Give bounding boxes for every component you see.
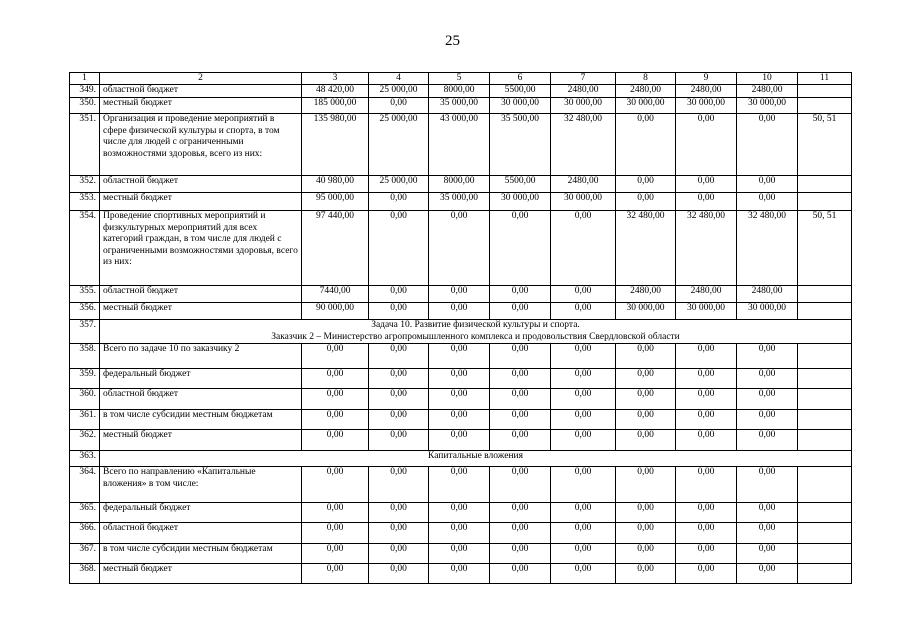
amount-cell: 35 000,00: [429, 98, 490, 114]
table-row: [70, 503, 852, 523]
column-number: 6: [490, 73, 551, 85]
amount-cell: 0,00: [429, 303, 490, 320]
table-row: [70, 389, 852, 410]
target-ref-cell: [798, 544, 852, 564]
amount-cell: 0,00: [737, 430, 798, 451]
amount-cell: 0,00: [676, 176, 737, 193]
amount-cell: 0,00: [551, 564, 616, 584]
section-heading: [100, 320, 852, 344]
amount-cell: 0,00: [616, 467, 676, 503]
row-number: 354.: [70, 211, 100, 286]
amount-cell: 0,00: [490, 410, 551, 430]
amount-cell: 25 000,00: [369, 114, 429, 176]
amount-cell: 0,00: [302, 430, 369, 451]
target-ref-cell: [798, 503, 852, 523]
row-number: 353.: [70, 193, 100, 211]
amount-cell: 0,00: [429, 369, 490, 389]
item-name: федеральный бюджет: [100, 503, 302, 523]
amount-cell: 43 000,00: [429, 114, 490, 176]
item-name: областной бюджет: [100, 389, 302, 410]
target-ref-cell: [798, 369, 852, 389]
amount-cell: 0,00: [369, 286, 429, 303]
row-number: 365.: [70, 503, 100, 523]
amount-cell: 0,00: [737, 389, 798, 410]
amount-cell: 0,00: [737, 544, 798, 564]
amount-cell: 0,00: [369, 467, 429, 503]
target-ref-cell: [798, 410, 852, 430]
item-name: Организация и проведение мероприятий в сфере физической культуры и спорта, в том числе для людей с ограниченными возможностями здоровья, всего из них:: [100, 114, 302, 176]
item-name: местный бюджет: [100, 564, 302, 584]
target-ref-cell: [798, 303, 852, 320]
amount-cell: 35 500,00: [490, 114, 551, 176]
amount-cell: 135 980,00: [302, 114, 369, 176]
amount-cell: 30 000,00: [490, 98, 551, 114]
amount-cell: 8000,00: [429, 85, 490, 98]
row-number: 363.: [70, 451, 100, 467]
column-number: 3: [302, 73, 369, 85]
amount-cell: 185 000,00: [302, 98, 369, 114]
amount-cell: 0,00: [429, 523, 490, 544]
target-ref-cell: [798, 85, 852, 98]
amount-cell: 30 000,00: [616, 98, 676, 114]
amount-cell: 40 980,00: [302, 176, 369, 193]
amount-cell: 0,00: [369, 303, 429, 320]
item-name: местный бюджет: [100, 98, 302, 114]
column-number: 11: [798, 73, 852, 85]
amount-cell: 0,00: [737, 369, 798, 389]
table-row: [70, 523, 852, 544]
amount-cell: 35 000,00: [429, 193, 490, 211]
row-number: 349.: [70, 85, 100, 98]
target-ref-cell: [798, 193, 852, 211]
section-heading-line: Заказчик 2 – Министерство агропромышленного комплекса и продовольствия Свердловской области: [271, 331, 680, 342]
target-ref-cell: [798, 176, 852, 193]
item-name: местный бюджет: [100, 303, 302, 320]
row-number: 351.: [70, 114, 100, 176]
amount-cell: 0,00: [616, 523, 676, 544]
row-number: 356.: [70, 303, 100, 320]
row-number: 358.: [70, 344, 100, 369]
table-row: [70, 430, 852, 451]
row-number: 368.: [70, 564, 100, 584]
amount-cell: 0,00: [551, 467, 616, 503]
amount-cell: 2480,00: [676, 85, 737, 98]
amount-cell: 0,00: [490, 303, 551, 320]
amount-cell: 0,00: [551, 430, 616, 451]
row-number: 360.: [70, 389, 100, 410]
amount-cell: 0,00: [676, 389, 737, 410]
target-ref-cell: [798, 98, 852, 114]
amount-cell: 0,00: [490, 467, 551, 503]
table-row: [70, 451, 852, 467]
row-number: 357.: [70, 320, 100, 344]
table-row: [70, 344, 852, 369]
section-heading-line: Капитальные вложения: [428, 451, 523, 461]
amount-cell: 0,00: [429, 344, 490, 369]
amount-cell: 0,00: [551, 523, 616, 544]
table-row: [70, 564, 852, 584]
amount-cell: 0,00: [551, 369, 616, 389]
table-row: [70, 85, 852, 98]
amount-cell: 0,00: [490, 211, 551, 286]
amount-cell: 0,00: [737, 344, 798, 369]
amount-cell: 0,00: [302, 344, 369, 369]
amount-cell: 95 000,00: [302, 193, 369, 211]
amount-cell: 0,00: [490, 523, 551, 544]
amount-cell: 0,00: [737, 176, 798, 193]
amount-cell: 0,00: [369, 98, 429, 114]
item-name: федеральный бюджет: [100, 369, 302, 389]
amount-cell: 0,00: [616, 389, 676, 410]
amount-cell: 32 480,00: [551, 114, 616, 176]
amount-cell: 0,00: [429, 544, 490, 564]
target-ref-cell: [798, 286, 852, 303]
amount-cell: 0,00: [737, 564, 798, 584]
amount-cell: 0,00: [490, 389, 551, 410]
amount-cell: 5500,00: [490, 176, 551, 193]
amount-cell: 0,00: [737, 193, 798, 211]
table-row: [70, 320, 852, 344]
amount-cell: 0,00: [676, 564, 737, 584]
amount-cell: 0,00: [490, 430, 551, 451]
amount-cell: 0,00: [676, 369, 737, 389]
amount-cell: 0,00: [490, 344, 551, 369]
amount-cell: 0,00: [676, 114, 737, 176]
item-name: областной бюджет: [100, 85, 302, 98]
budget-table: [69, 72, 852, 584]
amount-cell: 5500,00: [490, 85, 551, 98]
item-name: Проведение спортивных мероприятий и физкультурных мероприятий для всех категорий граждан, в том числе для людей с ограниченными возможностями здоровья, всего из них:: [100, 211, 302, 286]
amount-cell: 0,00: [369, 503, 429, 523]
section-heading: [100, 451, 852, 467]
amount-cell: 0,00: [302, 467, 369, 503]
column-number: 7: [551, 73, 616, 85]
target-ref-cell: [798, 564, 852, 584]
section-heading-line: Задача 10. Развитие физической культуры и спорта.: [371, 320, 580, 330]
amount-cell: 0,00: [369, 523, 429, 544]
amount-cell: 0,00: [369, 564, 429, 584]
amount-cell: 0,00: [616, 544, 676, 564]
amount-cell: 0,00: [676, 430, 737, 451]
amount-cell: 0,00: [676, 410, 737, 430]
amount-cell: 0,00: [551, 286, 616, 303]
amount-cell: 0,00: [490, 564, 551, 584]
amount-cell: 0,00: [490, 544, 551, 564]
table-row: [70, 544, 852, 564]
amount-cell: 0,00: [551, 410, 616, 430]
amount-cell: 0,00: [616, 410, 676, 430]
amount-cell: 0,00: [369, 211, 429, 286]
amount-cell: 0,00: [369, 544, 429, 564]
amount-cell: 97 440,00: [302, 211, 369, 286]
item-name: в том числе субсидии местным бюджетам: [100, 410, 302, 430]
amount-cell: 2480,00: [551, 85, 616, 98]
amount-cell: 32 480,00: [737, 211, 798, 286]
column-number: 9: [676, 73, 737, 85]
row-number: 362.: [70, 430, 100, 451]
row-number: 350.: [70, 98, 100, 114]
amount-cell: 30 000,00: [551, 193, 616, 211]
amount-cell: 0,00: [551, 503, 616, 523]
target-ref-cell: [798, 523, 852, 544]
amount-cell: 2480,00: [737, 286, 798, 303]
table-row: [70, 467, 852, 503]
amount-cell: 0,00: [616, 503, 676, 523]
table-row: [70, 114, 852, 176]
table-row: [70, 286, 852, 303]
item-name: Всего по направлению «Капитальные вложения» в том числе:: [100, 467, 302, 503]
amount-cell: 30 000,00: [551, 98, 616, 114]
amount-cell: 0,00: [616, 176, 676, 193]
amount-cell: 0,00: [737, 410, 798, 430]
amount-cell: 30 000,00: [490, 193, 551, 211]
amount-cell: 0,00: [490, 369, 551, 389]
amount-cell: 0,00: [429, 211, 490, 286]
amount-cell: 0,00: [551, 544, 616, 564]
table-row: [70, 176, 852, 193]
column-number: 4: [369, 73, 429, 85]
amount-cell: 0,00: [616, 430, 676, 451]
amount-cell: 30 000,00: [676, 303, 737, 320]
amount-cell: 0,00: [429, 410, 490, 430]
target-ref-cell: 50, 51: [798, 114, 852, 176]
amount-cell: 0,00: [737, 503, 798, 523]
amount-cell: 0,00: [676, 344, 737, 369]
amount-cell: 32 480,00: [616, 211, 676, 286]
amount-cell: 0,00: [302, 410, 369, 430]
amount-cell: 0,00: [616, 193, 676, 211]
target-ref-cell: [798, 430, 852, 451]
amount-cell: 0,00: [429, 430, 490, 451]
table-row: [70, 98, 852, 114]
amount-cell: 0,00: [302, 369, 369, 389]
amount-cell: 0,00: [429, 286, 490, 303]
amount-cell: 0,00: [490, 503, 551, 523]
amount-cell: 0,00: [676, 544, 737, 564]
item-name: областной бюджет: [100, 176, 302, 193]
amount-cell: 25 000,00: [369, 85, 429, 98]
amount-cell: 0,00: [302, 544, 369, 564]
amount-cell: 0,00: [490, 286, 551, 303]
amount-cell: 0,00: [676, 467, 737, 503]
table-body: [70, 73, 852, 584]
target-ref-cell: 50, 51: [798, 211, 852, 286]
amount-cell: 2480,00: [737, 85, 798, 98]
amount-cell: 0,00: [616, 564, 676, 584]
amount-cell: 0,00: [551, 303, 616, 320]
column-number: 10: [737, 73, 798, 85]
item-name: местный бюджет: [100, 193, 302, 211]
amount-cell: 0,00: [369, 410, 429, 430]
amount-cell: 2480,00: [551, 176, 616, 193]
target-ref-cell: [798, 389, 852, 410]
item-name: областной бюджет: [100, 523, 302, 544]
column-number: 8: [616, 73, 676, 85]
amount-cell: 2480,00: [616, 85, 676, 98]
amount-cell: 0,00: [429, 503, 490, 523]
column-number: 1: [70, 73, 100, 85]
row-number: 364.: [70, 467, 100, 503]
amount-cell: 48 420,00: [302, 85, 369, 98]
page-number: 25: [445, 33, 460, 49]
amount-cell: 30 000,00: [737, 303, 798, 320]
amount-cell: 0,00: [369, 389, 429, 410]
table-row: [70, 193, 852, 211]
row-number: 361.: [70, 410, 100, 430]
amount-cell: 0,00: [302, 389, 369, 410]
column-number: 5: [429, 73, 490, 85]
item-name: областной бюджет: [100, 286, 302, 303]
amount-cell: 25 000,00: [369, 176, 429, 193]
amount-cell: 32 480,00: [676, 211, 737, 286]
column-number-row: [70, 73, 852, 85]
item-name: в том числе субсидии местным бюджетам: [100, 544, 302, 564]
amount-cell: 0,00: [369, 193, 429, 211]
amount-cell: 0,00: [676, 503, 737, 523]
amount-cell: 0,00: [429, 564, 490, 584]
amount-cell: 90 000,00: [302, 303, 369, 320]
target-ref-cell: [798, 467, 852, 503]
amount-cell: 0,00: [302, 523, 369, 544]
amount-cell: 0,00: [369, 344, 429, 369]
amount-cell: 8000,00: [429, 176, 490, 193]
amount-cell: 0,00: [616, 369, 676, 389]
amount-cell: 30 000,00: [737, 98, 798, 114]
amount-cell: 0,00: [737, 467, 798, 503]
amount-cell: 0,00: [737, 114, 798, 176]
amount-cell: 0,00: [302, 503, 369, 523]
amount-cell: 0,00: [429, 389, 490, 410]
amount-cell: 0,00: [551, 211, 616, 286]
amount-cell: 0,00: [676, 523, 737, 544]
amount-cell: 0,00: [616, 114, 676, 176]
table-row: [70, 303, 852, 320]
amount-cell: 0,00: [676, 193, 737, 211]
amount-cell: 0,00: [369, 369, 429, 389]
row-number: 367.: [70, 544, 100, 564]
amount-cell: 0,00: [302, 564, 369, 584]
table-row: [70, 410, 852, 430]
row-number: 366.: [70, 523, 100, 544]
table-row: [70, 211, 852, 286]
row-number: 352.: [70, 176, 100, 193]
item-name: Всего по задаче 10 по заказчику 2: [100, 344, 302, 369]
amount-cell: 0,00: [369, 430, 429, 451]
item-name: местный бюджет: [100, 430, 302, 451]
amount-cell: 0,00: [429, 467, 490, 503]
amount-cell: 30 000,00: [676, 98, 737, 114]
amount-cell: 7440,00: [302, 286, 369, 303]
row-number: 359.: [70, 369, 100, 389]
row-number: 355.: [70, 286, 100, 303]
amount-cell: 2480,00: [676, 286, 737, 303]
amount-cell: 0,00: [616, 344, 676, 369]
amount-cell: 0,00: [737, 523, 798, 544]
target-ref-cell: [798, 344, 852, 369]
amount-cell: 0,00: [551, 389, 616, 410]
table-row: [70, 369, 852, 389]
amount-cell: 2480,00: [616, 286, 676, 303]
column-number: 2: [100, 73, 302, 85]
amount-cell: 30 000,00: [616, 303, 676, 320]
amount-cell: 0,00: [551, 344, 616, 369]
